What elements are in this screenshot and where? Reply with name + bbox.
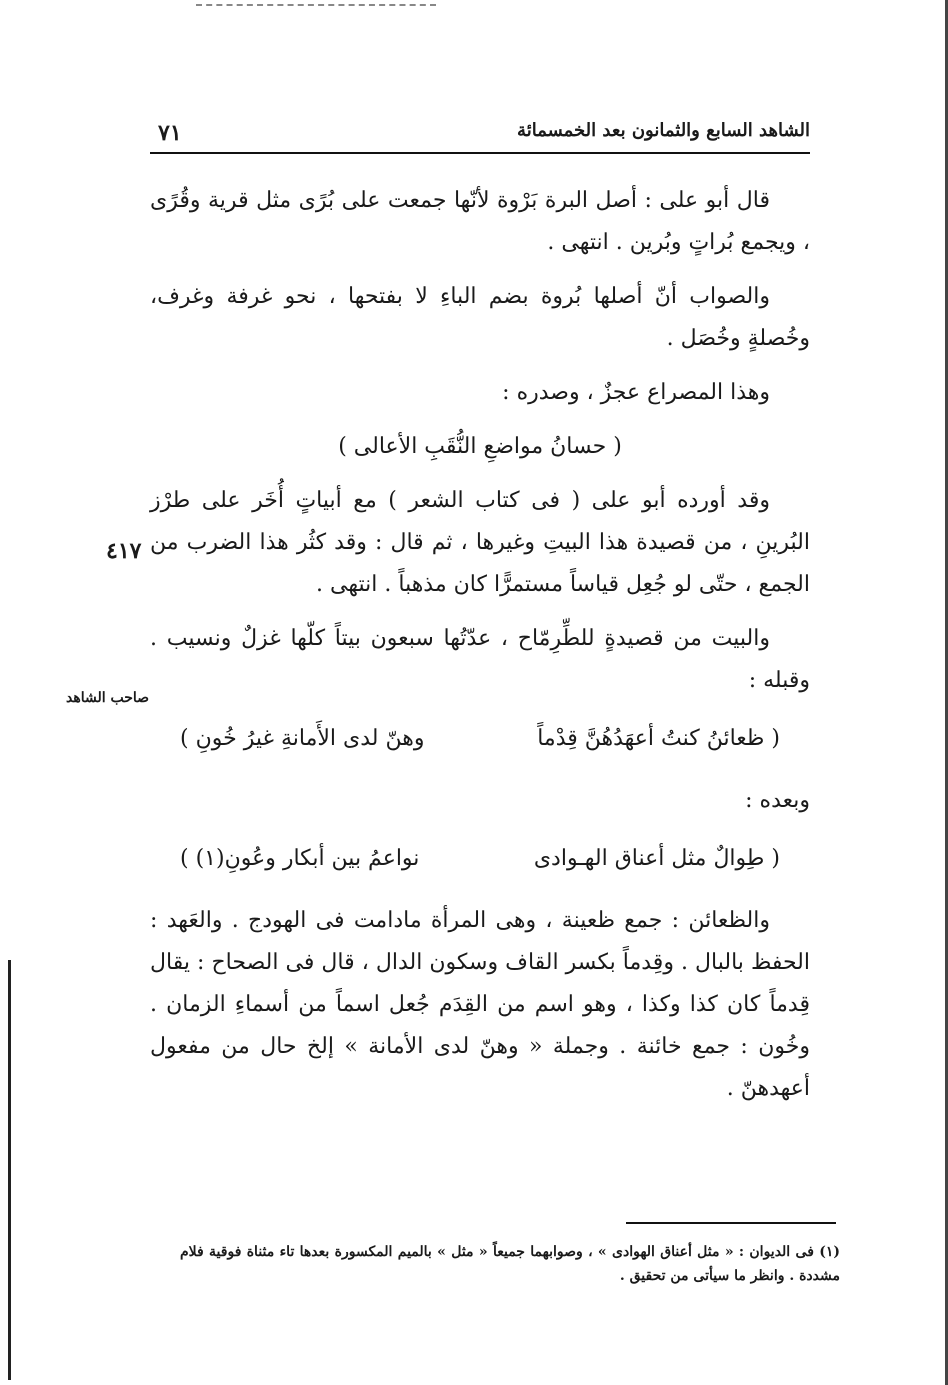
paragraph-7: والظعائن : جمع ظعينة ، وهى المرأة مادامت فى الهودج . والعَهد : الحفظ بالبال . وقِدماً بكسر القاف وسكون الدال ، قال فى الصحاح : يقال قِدماً كان كذا وكذا ، وهو اسم من القِدَم جُعل اسماً من أسماءِ الزمان . وخُون : جمع خائنة . وجملة « وهنّ لدى الأمانة » إلخ حال من مفعول أعهدهنّ . <box>150 908 810 1101</box>
verse-couplet-1 <box>180 718 780 760</box>
paragraph-2: والصواب أنّ أصلها بُروة بضم الباءِ لا بفتحها ، نحو غرفة وغرف، وخُصلةٍ وخُصَل . <box>150 284 810 351</box>
paragraph-3: وهذا المصراع عجزٌ ، وصدره : <box>502 380 770 405</box>
paragraph-1: قال أبو على : أصل البرة بَرْوة لأنّها جمعت على بُرًى مثل قرية وقُرًى ، ويجمع بُراتٍ وبُرين . انتهى . <box>150 188 810 255</box>
running-title: الشاهد السابع والثمانون بعد الخمسمائة <box>517 120 810 141</box>
scan-left-edge <box>8 960 11 1380</box>
footnote: (١) فى الديوان : « مثل أعناق الهوادى » ، وصوابهما جميعاً « مثل » بالميم المكسورة بعدها تاء مثناة فوقية فلام مشددة . وانظر ما سيأتى من تحقيق . <box>180 1244 840 1284</box>
paragraph-5: والبيت من قصيدةٍ للطِّرِمّاح ، عدّتُها سبعون بيتاً كلّها غزلٌ ونسيب . وقبله : <box>150 626 810 693</box>
couplet-2-first-half: ( طِوالٌ مثل أعناق الهـوادى <box>533 846 780 871</box>
page-number: ٧١ <box>158 120 182 146</box>
verse-hemistich: ( حسانُ مواضعِ النُّقَبِ الأعالى ) <box>338 434 622 459</box>
footnote-rule <box>626 1222 836 1224</box>
page-header <box>150 118 810 154</box>
couplet-2-second-half: نواعمُ بين أبكار وعُونِ(١) ) <box>180 846 420 871</box>
verse-couplet-2 <box>180 838 780 880</box>
paragraph-6: وبعده : <box>745 788 810 813</box>
paragraph-4: وقد أورده أبو على ( فى كتاب الشعر ) مع أبياتٍ أُخَر على طرْز البُرينِ ، من قصيدة هذا البيتِ وغيرها ، ثم قال : وقد كثُر هذا الضرب من الجمع ، حتّى لو جُعِل قياساً مستمرًّا كان مذهباً . انتهى . <box>150 488 810 597</box>
scan-edge-mark <box>196 4 436 6</box>
poem-number: ٤١٧ <box>106 538 142 564</box>
couplet-1-second-half: وهنّ لدى الأَمانةِ غيرُ خُونِ ) <box>180 726 425 751</box>
couplet-1-first-half: ( ظعائنُ كنتُ أعهَدُهُنَّ قِدْماً <box>537 726 780 751</box>
margin-note: صاحب الشاهد <box>66 690 150 706</box>
main-text <box>150 180 810 1122</box>
